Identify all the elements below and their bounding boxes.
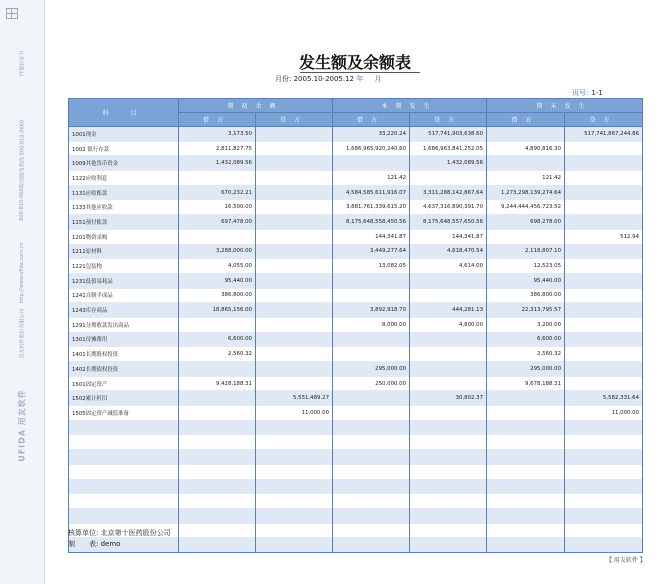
current-debit-header: 借方 [333, 113, 410, 127]
amount-cell [333, 508, 410, 523]
footer-org [68, 528, 171, 538]
amount-cell [256, 303, 333, 318]
amount-cell [565, 156, 643, 171]
amount-cell: 2,118,807.10 [487, 244, 565, 259]
balance-table [68, 98, 643, 553]
amount-cell: 2,560.32 [487, 347, 565, 362]
table-row [69, 391, 643, 406]
table-row [69, 435, 643, 450]
table-row [69, 156, 643, 171]
amount-cell: 3,881,761,339,615.20 [333, 200, 410, 215]
page-label: 页号: [572, 89, 589, 97]
table-row [69, 171, 643, 186]
amount-cell [179, 450, 256, 465]
amount-cell [410, 538, 487, 553]
amount-cell: 295,000.00 [333, 362, 410, 377]
left-sidebar-strip [0, 0, 45, 584]
amount-cell [256, 200, 333, 215]
amount-cell [565, 288, 643, 303]
maker-label: 制 表: [68, 540, 99, 548]
amount-cell [410, 288, 487, 303]
amount-cell [565, 508, 643, 523]
amount-cell [179, 435, 256, 450]
amount-cell [565, 450, 643, 465]
brand-footer: 【 用友软件 】 [606, 557, 646, 564]
amount-cell [333, 288, 410, 303]
amount-cell [256, 420, 333, 435]
amount-cell [256, 508, 333, 523]
amount-cell: 144,341.87 [410, 229, 487, 244]
amount-cell: 6,600.00 [179, 332, 256, 347]
table-row [69, 479, 643, 494]
amount-cell: 1,686,963,841,252.05 [410, 141, 487, 156]
page-title: 发生额及余额表 [298, 53, 411, 72]
table-row [69, 141, 643, 156]
amount-cell: 144,341.87 [333, 229, 410, 244]
amount-cell [487, 127, 565, 142]
amount-cell [256, 494, 333, 509]
amount-cell [256, 185, 333, 200]
col-opening-header: 期初余额 [179, 99, 333, 113]
subject-cell: 1131应收账款 [69, 185, 179, 200]
subject-cell: 1243库存商品 [69, 303, 179, 318]
amount-cell [256, 435, 333, 450]
amount-cell: 3,288,000.00 [179, 244, 256, 259]
amount-cell [179, 494, 256, 509]
amount-cell [333, 450, 410, 465]
amount-cell [333, 391, 410, 406]
amount-cell [256, 288, 333, 303]
amount-cell [487, 156, 565, 171]
amount-cell: 512.94 [565, 229, 643, 244]
amount-cell [410, 362, 487, 377]
amount-cell [333, 420, 410, 435]
amount-cell [333, 273, 410, 288]
subject-cell: 1241自制半成品 [69, 288, 179, 303]
subject-cell [69, 435, 179, 450]
month-year-label: 年 [356, 75, 364, 83]
amount-cell [179, 508, 256, 523]
sidebar-line: http://www.ufida.com.cn [19, 242, 25, 304]
amount-cell [256, 156, 333, 171]
amount-cell [333, 464, 410, 479]
subject-cell: 1211原材料 [69, 244, 179, 259]
table-row [69, 420, 643, 435]
amount-cell [256, 450, 333, 465]
table-row [69, 450, 643, 465]
table-row [69, 332, 643, 347]
amount-cell [256, 523, 333, 538]
amount-cell: 3,200.00 [487, 317, 565, 332]
table-row [69, 538, 643, 553]
amount-cell [256, 273, 333, 288]
amount-cell: 33,220.24 [333, 127, 410, 142]
subject-cell: 1002 银行存款 [69, 141, 179, 156]
amount-cell: 3,892,918.70 [333, 303, 410, 318]
sidebar-line: 800-810-0660 [19, 185, 25, 221]
amount-cell [487, 435, 565, 450]
amount-cell [487, 420, 565, 435]
table-row [69, 303, 643, 318]
footer-maker [68, 539, 120, 549]
amount-cell: 4,055.00 [179, 259, 256, 274]
amount-cell: 670,232.21 [179, 185, 256, 200]
amount-cell [487, 464, 565, 479]
amount-cell: 3,449,277.64 [333, 244, 410, 259]
amount-cell [179, 406, 256, 421]
amount-cell [410, 450, 487, 465]
subject-cell [69, 450, 179, 465]
amount-cell [410, 508, 487, 523]
subject-cell: 1502累计折旧 [69, 391, 179, 406]
amount-cell: 1,432,089.56 [179, 156, 256, 171]
subject-cell: 1501固定资产 [69, 376, 179, 391]
amount-cell [256, 229, 333, 244]
amount-cell [179, 420, 256, 435]
amount-cell [565, 538, 643, 553]
table-row [69, 288, 643, 303]
amount-cell [487, 406, 565, 421]
amount-cell: 1,273,298,139,274.64 [487, 185, 565, 200]
amount-cell [410, 464, 487, 479]
amount-cell: 4,890,816.30 [487, 141, 565, 156]
amount-cell [333, 494, 410, 509]
amount-cell [256, 171, 333, 186]
amount-cell: 16,500.00 [179, 200, 256, 215]
subject-cell [69, 464, 179, 479]
subject-cell: 1009其他货币资金 [69, 156, 179, 171]
subject-cell [69, 479, 179, 494]
amount-cell: 9,428,188.31 [179, 376, 256, 391]
org-value: 北京第十医药股份公司 [100, 529, 171, 537]
amount-cell: 4,618,470.54 [410, 244, 487, 259]
table-row [69, 464, 643, 479]
opening-debit-header: 借方 [179, 113, 256, 127]
amount-cell: 250,000.00 [333, 376, 410, 391]
amount-cell [565, 171, 643, 186]
amount-cell [487, 391, 565, 406]
amount-cell [333, 538, 410, 553]
closing-debit-header: 借方 [487, 113, 565, 127]
amount-cell: 18,865,156.00 [179, 303, 256, 318]
amount-cell [256, 464, 333, 479]
amount-cell [410, 435, 487, 450]
page-value: 1-1 [591, 89, 603, 97]
amount-cell [256, 362, 333, 377]
amount-cell: 1,686,965,920,240.60 [333, 141, 410, 156]
amount-cell [487, 494, 565, 509]
table-row [69, 127, 643, 142]
table-row [69, 347, 643, 362]
amount-cell: 4,800.00 [410, 317, 487, 332]
title-underline [300, 72, 420, 73]
col-subject-header: 科 目 [69, 99, 179, 127]
amount-cell: 2,560.32 [179, 347, 256, 362]
amount-cell [256, 347, 333, 362]
amount-cell [333, 435, 410, 450]
subject-cell: 1291分期收款发出商品 [69, 317, 179, 332]
amount-cell [410, 420, 487, 435]
month-label: 月份: [275, 75, 292, 83]
amount-cell [179, 362, 256, 377]
subject-cell: 1201物资采购 [69, 229, 179, 244]
subject-cell: 1122应收利息 [69, 171, 179, 186]
org-label: 核算单位: [68, 529, 99, 537]
amount-cell [487, 523, 565, 538]
table-row [69, 259, 643, 274]
table-row [69, 494, 643, 509]
opening-credit-header: 贷方 [256, 113, 333, 127]
amount-cell [256, 317, 333, 332]
amount-cell: 444,281.13 [410, 303, 487, 318]
amount-cell: 2,811,827.75 [179, 141, 256, 156]
page-number [572, 88, 603, 98]
amount-cell [410, 376, 487, 391]
amount-cell: 9,244,444,456,723.52 [487, 200, 565, 215]
col-current-header: 本期发生 [333, 99, 487, 113]
amount-cell [256, 127, 333, 142]
amount-cell [565, 479, 643, 494]
ufida-logo: UFIDA 用友软件 [17, 389, 27, 462]
amount-cell: 517,741,867,244.86 [565, 127, 643, 142]
amount-cell: 30,802.37 [410, 391, 487, 406]
current-credit-header: 贷方 [410, 113, 487, 127]
subject-cell [69, 494, 179, 509]
amount-cell: 5,582,331.64 [565, 391, 643, 406]
amount-cell [565, 494, 643, 509]
amount-cell: 95,440.00 [487, 273, 565, 288]
table-row [69, 244, 643, 259]
amount-cell: 386,800.00 [179, 288, 256, 303]
amount-cell [487, 508, 565, 523]
amount-cell [256, 376, 333, 391]
amount-cell [179, 464, 256, 479]
amount-cell [565, 185, 643, 200]
amount-cell: 698,278.00 [487, 215, 565, 230]
amount-cell [256, 538, 333, 553]
amount-cell: 5,551,489.27 [256, 391, 333, 406]
amount-cell [333, 406, 410, 421]
closing-credit-header: 贷方 [565, 113, 643, 127]
amount-cell [333, 332, 410, 347]
amount-cell [565, 200, 643, 215]
amount-cell: 4,584,585,611,916.07 [333, 185, 410, 200]
amount-cell [565, 362, 643, 377]
subject-cell [69, 508, 179, 523]
table-row [69, 406, 643, 421]
amount-cell [410, 494, 487, 509]
amount-cell: 3,311,288,142,867.64 [410, 185, 487, 200]
amount-cell [410, 171, 487, 186]
amount-cell: 517,741,903,638.60 [410, 127, 487, 142]
amount-cell [333, 523, 410, 538]
amount-cell [179, 479, 256, 494]
amount-cell [256, 479, 333, 494]
table-row [69, 229, 643, 244]
subject-cell: 1505固定资产减值准备 [69, 406, 179, 421]
amount-cell: 95,440.00 [179, 273, 256, 288]
amount-cell [565, 332, 643, 347]
amount-cell [179, 229, 256, 244]
amount-cell: 121.42 [333, 171, 410, 186]
amount-cell: 697,478.00 [179, 215, 256, 230]
month-month-label: 月 [374, 75, 382, 83]
amount-cell [565, 303, 643, 318]
amount-cell [565, 244, 643, 259]
table-row [69, 185, 643, 200]
amount-cell [333, 156, 410, 171]
subject-cell: 1402长期债权投资 [69, 362, 179, 377]
amount-cell: 11,000.00 [256, 406, 333, 421]
amount-cell: 11,000.00 [565, 406, 643, 421]
amount-cell [565, 259, 643, 274]
amount-cell: 4,637,316,890,391.70 [410, 200, 487, 215]
amount-cell [565, 215, 643, 230]
amount-cell [410, 332, 487, 347]
month-value: 2005.10-2005.12 [293, 75, 355, 83]
subject-cell: 1151预付账款 [69, 215, 179, 230]
table-row [69, 317, 643, 332]
amount-cell: 3,173.50 [179, 127, 256, 142]
amount-cell [410, 523, 487, 538]
amount-cell: 6,600.00 [487, 332, 565, 347]
table-row [69, 376, 643, 391]
maker-value: demo [100, 540, 121, 548]
amount-cell [256, 259, 333, 274]
amount-cell [256, 332, 333, 347]
amount-cell [179, 391, 256, 406]
amount-cell [333, 347, 410, 362]
amount-cell: 9,678,188.31 [487, 376, 565, 391]
subject-cell: 1001现金 [69, 127, 179, 142]
col-closing-header: 期末发生 [487, 99, 643, 113]
amount-cell [565, 420, 643, 435]
amount-cell: 4,614.00 [410, 259, 487, 274]
grid-icon[interactable] [6, 8, 18, 19]
subject-cell: 1301待摊费用 [69, 332, 179, 347]
amount-cell [565, 376, 643, 391]
amount-cell [256, 141, 333, 156]
amount-cell [410, 406, 487, 421]
table-row [69, 215, 643, 230]
subject-cell: 1133其他应收款 [69, 200, 179, 215]
table-body [69, 127, 643, 553]
table-row [69, 273, 643, 288]
amount-cell: 1,432,089.56 [410, 156, 487, 171]
amount-cell: 13,082.05 [333, 259, 410, 274]
amount-cell [487, 538, 565, 553]
amount-cell [565, 273, 643, 288]
table-row [69, 508, 643, 523]
amount-cell: 386,800.00 [487, 288, 565, 303]
amount-cell: 8,000.00 [333, 317, 410, 332]
sidebar-line: 全国服务热线 800-810-0660 [19, 119, 26, 188]
amount-cell [565, 141, 643, 156]
sidebar-line: TF股份证书 [19, 50, 26, 77]
amount-cell [333, 479, 410, 494]
amount-cell [487, 479, 565, 494]
amount-cell [565, 464, 643, 479]
amount-cell [179, 317, 256, 332]
amount-cell [179, 171, 256, 186]
sidebar-line: 用友软件股份有限公司 [19, 308, 26, 359]
table-row [69, 200, 643, 215]
month-range [275, 74, 381, 84]
table-row [69, 362, 643, 377]
subject-cell: 1231低值易耗品 [69, 273, 179, 288]
subject-cell: 1401长期股权投资 [69, 347, 179, 362]
amount-cell [256, 244, 333, 259]
amount-cell: 12,523.05 [487, 259, 565, 274]
subject-cell [69, 420, 179, 435]
amount-cell: 22,313,795.57 [487, 303, 565, 318]
subject-cell: 1221包装物 [69, 259, 179, 274]
amount-cell [565, 523, 643, 538]
amount-cell [487, 450, 565, 465]
amount-cell [256, 215, 333, 230]
amount-cell [487, 229, 565, 244]
amount-cell: 8,175,648,557,650.56 [410, 215, 487, 230]
amount-cell [565, 435, 643, 450]
amount-cell [410, 347, 487, 362]
amount-cell [410, 479, 487, 494]
amount-cell [410, 273, 487, 288]
amount-cell: 121.42 [487, 171, 565, 186]
amount-cell [565, 347, 643, 362]
amount-cell [179, 523, 256, 538]
amount-cell: 8,175,648,558,450.56 [333, 215, 410, 230]
amount-cell: 295,000.00 [487, 362, 565, 377]
amount-cell [565, 317, 643, 332]
amount-cell [179, 538, 256, 553]
